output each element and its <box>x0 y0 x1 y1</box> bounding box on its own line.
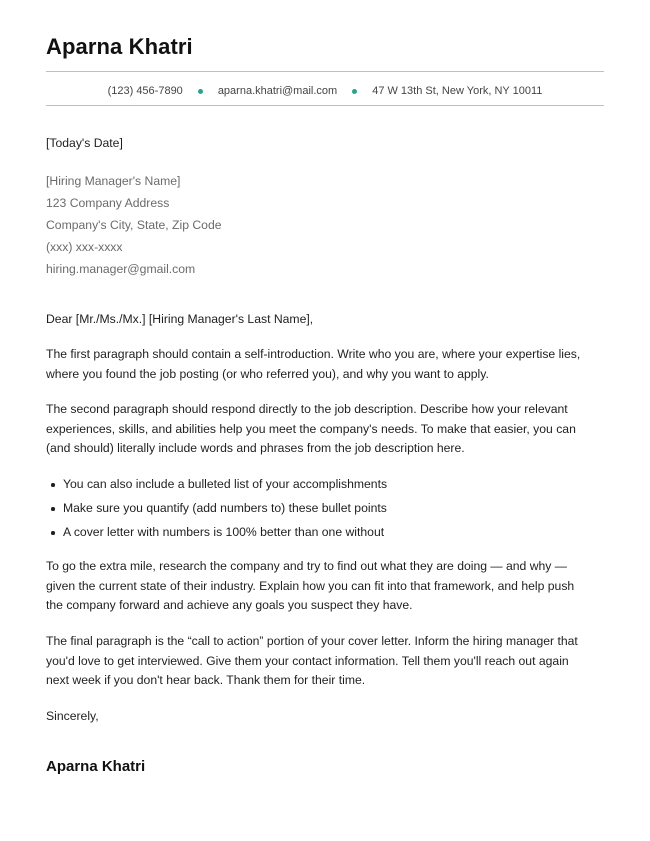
paragraph-job-response: The second paragraph should respond directly to the job description. Describe how your relevant experiences, skills, and abilities help you meet the company's needs. To make that easier, you can (and should) literally include words and phrases from the job description here. <box>46 402 576 455</box>
list-item: You can also include a bulleted list of your accomplishments <box>46 475 586 499</box>
signature-name: Aparna Khatri <box>46 758 146 775</box>
bullet-icon <box>51 531 55 535</box>
bullet-separator-icon <box>352 89 357 94</box>
header-top-rule <box>46 71 604 72</box>
letter-date: [Today's Date] <box>46 136 123 150</box>
recipient-block <box>46 170 586 280</box>
applicant-phone: (123) 456-7890 <box>107 85 183 97</box>
recipient-address: 123 Company Address <box>46 196 170 210</box>
list-item: Make sure you quantify (add numbers to) these bullet points <box>46 499 586 523</box>
paragraph-introduction: The first paragraph should contain a self-introduction. Write who you are, where your expertise lies, where you found the job posting (or who referred you), and why you want to apply. <box>46 347 581 381</box>
bullet-separator-icon <box>198 89 203 94</box>
contact-bar <box>46 83 604 99</box>
accomplishments-list <box>46 475 586 547</box>
header-bottom-rule <box>46 105 604 106</box>
paragraph-call-to-action: The final paragraph is the “call to action” portion of your cover letter. Inform the hiring manager that you'd love to get interviewed. Give them your contact information. Tell them you'll reach out again next week if you don't hear back. Thank them for their time. <box>46 634 578 687</box>
recipient-phone: (xxx) xxx-xxxx <box>46 240 123 254</box>
applicant-email: aparna.khatri@mail.com <box>217 85 338 97</box>
list-item: A cover letter with numbers is 100% better than one without <box>46 523 586 547</box>
paragraph-company-research: To go the extra mile, research the company and try to find out what they are doing — and why — given the current state of their industry. Explain how you can fit into that framework, and help push the company forward and achieve any goals you suspect they have. <box>46 559 575 612</box>
applicant-address: 47 W 13th St, New York, NY 10011 <box>372 85 543 97</box>
recipient-email: hiring.manager@gmail.com <box>46 262 196 276</box>
bullet-icon <box>51 483 55 487</box>
closing: Sincerely, <box>46 709 99 723</box>
applicant-name-header: Aparna Khatri <box>46 34 193 59</box>
bullet-icon <box>51 507 55 511</box>
salutation: Dear [Mr./Ms./Mx.] [Hiring Manager's Last Name], <box>46 312 314 326</box>
recipient-name: [Hiring Manager's Name] <box>46 174 181 188</box>
recipient-city: Company's City, State, Zip Code <box>46 218 222 232</box>
